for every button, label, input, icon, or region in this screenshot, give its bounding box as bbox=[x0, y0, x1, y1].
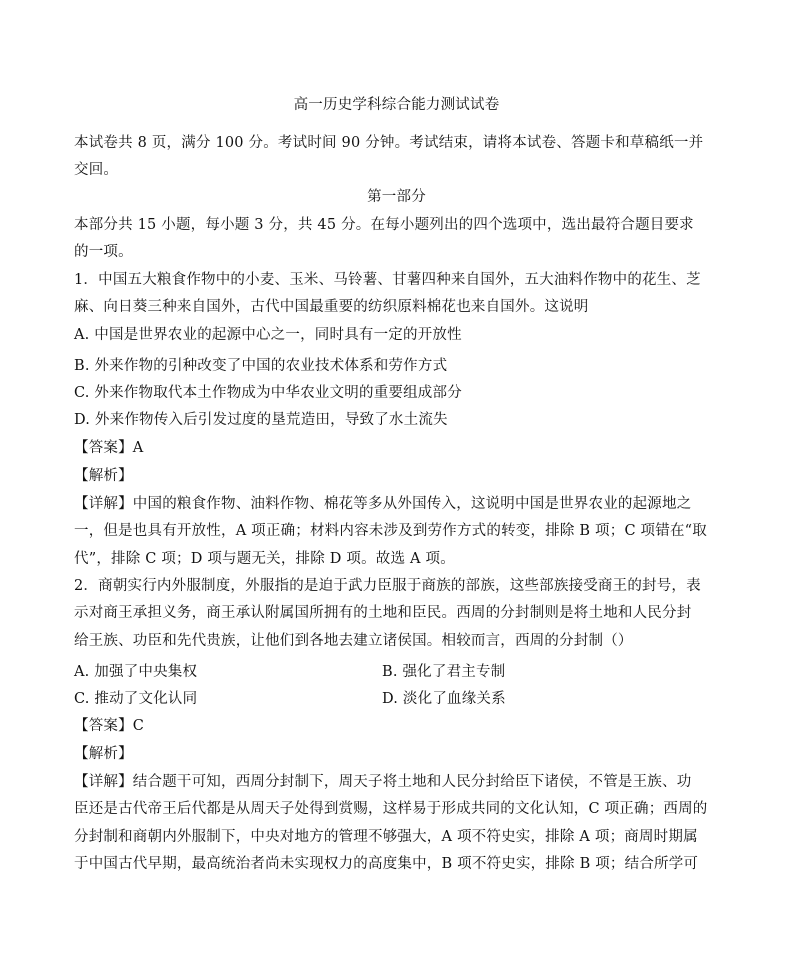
question-2-answer: 【答案】C bbox=[74, 718, 145, 734]
question-1-option-a: A. 中国是世界农业的起源中心之一，同时具有一定的开放性 bbox=[74, 327, 462, 343]
question-2-detail: 【详解】结合题干可知，西周分封制下，周天子将土地和人民分封给臣下诸侯，不管是王族、功 bbox=[74, 774, 692, 790]
question-2-option-c: C. 推动了文化认同 bbox=[74, 691, 198, 707]
intro-line: 交回。 bbox=[74, 162, 119, 178]
question-2-option-b: B. 强化了君主专制 bbox=[382, 664, 506, 680]
question-1-analysis-label: 【解析】 bbox=[74, 468, 133, 484]
section-description: 本部分共 15 小题，每小题 3 分，共 45 分。在每小题列出的四个选项中，选出最符合题目要求 bbox=[74, 217, 694, 233]
question-1-answer: 【答案】A bbox=[74, 440, 144, 456]
question-2-detail: 于中国古代早期，最高统治者尚未实现权力的高度集中，B 项不符史实，排除 B 项；结合所学可 bbox=[74, 856, 699, 872]
question-2-option-d: D. 淡化了血缘关系 bbox=[382, 691, 506, 707]
question-1-option-c: C. 外来作物取代本土作物成为中华农业文明的重要组成部分 bbox=[74, 385, 462, 401]
section-heading: 第一部分 bbox=[367, 189, 426, 205]
intro-line: 本试卷共 8 页，满分 100 分。考试时间 90 分钟。考试结束，请将本试卷、答题卡和草稿纸一并 bbox=[74, 135, 704, 151]
question-1-detail: 一，但是也具有开放性，A 项正确；材料内容未涉及到劳作方式的转变，排除 B 项；C 项错在“取 bbox=[74, 523, 707, 539]
question-2-option-a: A. 加强了中央集权 bbox=[74, 664, 198, 680]
question-2-stem: 示对商王承担义务，商王承认附属国所拥有的土地和臣民。西周的分封制则是将土地和人民分封 bbox=[74, 605, 692, 621]
question-1-stem: 1．中国五大粮食作物中的小麦、玉米、马铃薯、甘薯四种来自国外，五大油料作物中的花生、芝 bbox=[74, 272, 701, 288]
question-2-analysis-label: 【解析】 bbox=[74, 746, 133, 762]
question-1-detail: 代”，排除 C 项；D 项与题无关，排除 D 项。故选 A 项。 bbox=[74, 551, 455, 567]
section-description: 的一项。 bbox=[74, 244, 133, 260]
document-title: 高一历史学科综合能力测试试卷 bbox=[293, 97, 500, 113]
question-2-stem: 2．商朝实行内外服制度，外服指的是迫于武力臣服于商族的部族，这些部族接受商王的封号，表 bbox=[74, 578, 701, 594]
question-2-detail: 臣还是古代帝王后代都是从周天子处得到赏赐，这样易于形成共同的文化认知，C 项正确；西周的 bbox=[74, 801, 708, 817]
question-1-stem: 麻、向日葵三种来自国外，古代中国最重要的纺织原料棉花也来自国外。这说明 bbox=[74, 299, 589, 315]
question-2-stem: 给王族、功臣和先代贵族，让他们到各地去建立诸侯国。相较而言，西周的分封制（） bbox=[74, 633, 633, 649]
question-1-option-b: B. 外来作物的引种改变了中国的农业技术体系和劳作方式 bbox=[74, 358, 448, 374]
question-1-detail: 【详解】中国的粮食作物、油料作物、棉花等多从外国传入，这说明中国是世界农业的起源地之 bbox=[74, 496, 692, 512]
question-2-detail: 分封制和商朝内外服制下，中央对地方的管理不够强大，A 项不符史实，排除 A 项；商周时期属 bbox=[74, 829, 698, 845]
question-1-option-d: D. 外来作物传入后引发过度的垦荒造田，导致了水土流失 bbox=[74, 412, 448, 428]
